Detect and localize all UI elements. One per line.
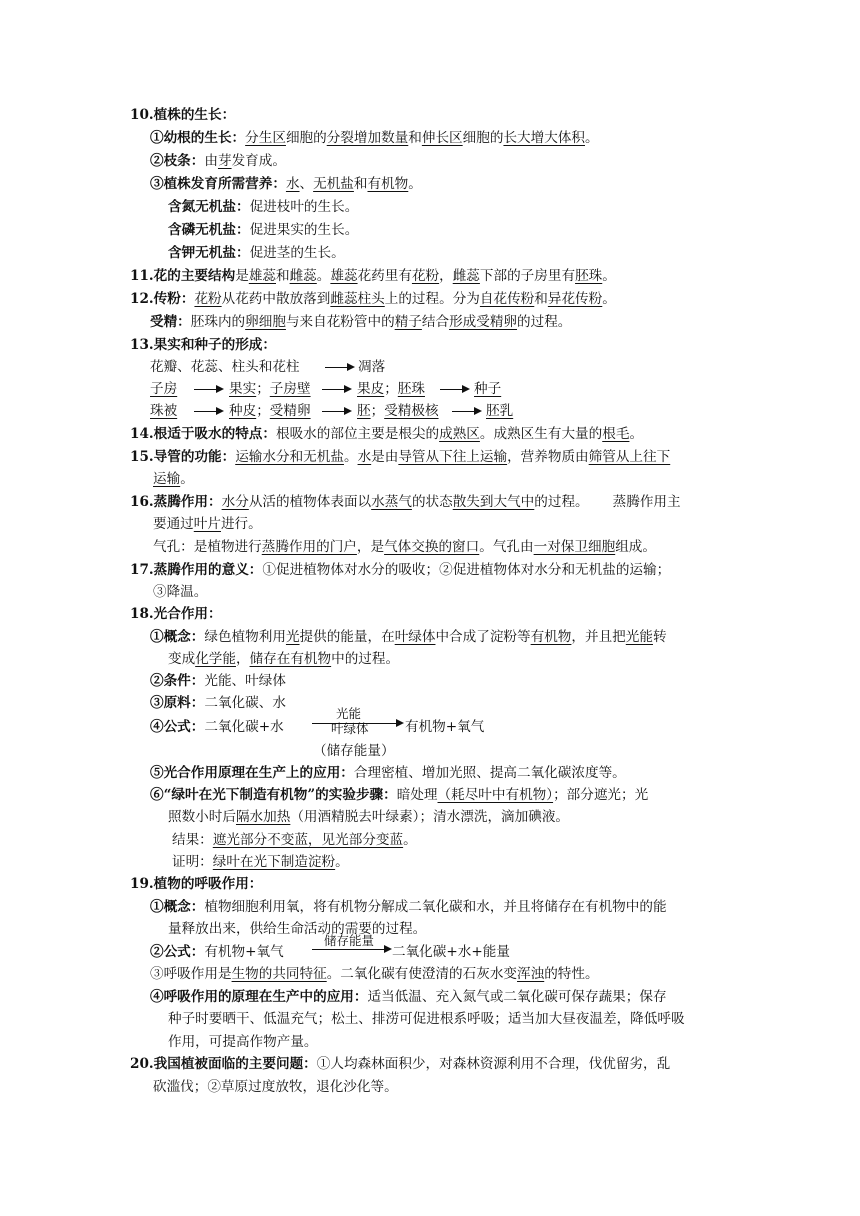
section-10-nitrogen: 含氮无机盐：促进枝叶的生长。 xyxy=(168,199,359,215)
section-13-integument: 珠被 xyxy=(150,403,178,419)
section-13-embryo: 胚；受精极核 xyxy=(357,403,439,419)
section-13-row-petals-result: 凋落 xyxy=(358,359,386,375)
section-18-result: 结果：遮光部分不变蓝，见光部分变蓝。 xyxy=(172,832,417,848)
section-19-concept-continued: 量释放出来，供给生命活动的需要的过程。 xyxy=(168,921,427,937)
section-18-experiment-continued: 照数小时后隔水加热（用酒精脱去叶绿素）；清水漂洗，滴加碘液。 xyxy=(168,809,570,825)
section-19-application: ④呼吸作用的原理在生产中的应用：适当低温、充入氮气或二氧化碳可保存蔬果；保存 xyxy=(150,989,667,1005)
section-13-seed: 种子 xyxy=(474,381,502,397)
section-18-concept-continued: 变成化学能，储存在有机物中的过程。 xyxy=(168,651,400,667)
section-20-problems: 20.我国植被面临的主要问题：①人均森林面积少，对森林资源利用不合理，伐优留劣，乱 xyxy=(130,1056,671,1072)
section-18-application: ⑤光合作用原理在生产上的应用：合理密植、增加光照、提高二氧化碳浓度等。 xyxy=(150,765,626,781)
reaction-arrow-icon xyxy=(312,938,392,960)
formula-below-label: 叶绿体 xyxy=(331,721,369,736)
section-13-fruit: 果实；子房壁 xyxy=(229,381,311,397)
formula-note: （储存能量） xyxy=(313,743,395,759)
arrow-icon xyxy=(194,378,224,400)
section-20-continued: 砍滥伐；②草原过度放牧，退化沙化等。 xyxy=(153,1079,398,1095)
section-15-vessel-function: 15.导管的功能：运输水分和无机盐。水是由导管从下往上运输，营养物质由筛管从上往下 xyxy=(130,449,671,465)
section-19-concept: ①概念：植物细胞利用氧，将有机物分解成二氧化碳和水，并且将储存在有机物中的能 xyxy=(150,899,667,915)
section-13-endosperm: 胚乳 xyxy=(486,403,514,419)
arrow-icon xyxy=(194,400,224,422)
section-13-pericarp: 果皮；胚珠 xyxy=(357,381,425,397)
section-18-proof: 证明：绿叶在光下制造淀粉。 xyxy=(172,854,349,870)
formula-products: 有机物+氧气 xyxy=(405,719,485,735)
section-17-continued: ③降温。 xyxy=(153,584,208,600)
section-10-potassium: 含钾无机盐：促进茎的生长。 xyxy=(168,245,345,261)
section-18-raw-materials: ③原料：二氧化碳、水 xyxy=(150,695,286,711)
section-16-transpiration: 16.蒸腾作用：水分从活的植物体表面以水蒸气的状态散失到大气中的过程。 蒸腾作用主 xyxy=(130,494,681,510)
formula-products: 二氧化碳+水+能量 xyxy=(392,944,510,960)
section-16-stomata: 气孔：是植物进行蒸腾作用的门户，是气体交换的窗口。气孔由一对保卫细胞组成。 xyxy=(153,539,656,555)
section-18-conditions: ②条件：光能、叶绿体 xyxy=(150,673,286,689)
section-18-heading: 18.光合作用： xyxy=(130,606,222,622)
arrow-icon xyxy=(452,400,482,422)
section-10-branch: ②枝条：由芽发育成。 xyxy=(150,153,286,169)
section-18-experiment: ⑥“绿叶在光下制造有机物”的实验步骤：暗处理（耗尽叶中有机物）；部分遮光；光 xyxy=(150,787,649,803)
section-19-heading: 19.植物的呼吸作用： xyxy=(130,876,263,892)
arrow-icon xyxy=(440,378,470,400)
section-10-nutrients: ③植株发育所需营养：水、无机盐和有机物。 xyxy=(150,176,422,192)
section-14-root-absorption: 14.根适于吸水的特点：根吸水的部位主要是根尖的成熟区。成熟区生有大量的根毛。 xyxy=(130,426,644,442)
arrow-icon xyxy=(322,400,352,422)
section-19-application-line2: 种子时要晒干、低温充气；松土、排涝可促进根系呼吸；适当加大昼夜温差，降低呼吸 xyxy=(168,1011,685,1027)
section-10-phosphorus: 含磷无机盐：促进果实的生长。 xyxy=(168,222,359,238)
section-19-application-line3: 作用，可提高作物产量。 xyxy=(168,1034,318,1050)
section-15-continued: 运输。 xyxy=(153,471,194,487)
section-18-concept: ①概念：绿色植物利用光提供的能量，在叶绿体中合成了淀粉等有机物，并且把光能转 xyxy=(150,629,667,645)
section-13-seed-coat: 种皮；受精卵 xyxy=(229,403,311,419)
arrow-icon xyxy=(322,378,352,400)
section-16-continued: 要通过叶片进行。 xyxy=(153,516,262,532)
section-17-significance: 17.蒸腾作用的意义：①促进植物体对水分的吸收；②促进植物体对水分和无机盐的运输； xyxy=(130,562,671,578)
section-10-root-growth: ①幼根的生长：分生区细胞的分裂增加数量和伸长区细胞的长大增大体积。 xyxy=(150,130,599,146)
section-13-heading: 13.果实和种子的形成： xyxy=(130,337,276,353)
section-10-heading: 10.植株的生长： xyxy=(130,107,236,123)
arrow-icon xyxy=(325,356,355,378)
section-18-formula: ④公式：二氧化碳+水 xyxy=(150,719,284,735)
section-12-pollination: 12.传粉：花粉从花药中散放落到雌蕊柱头上的过程。分为自花传粉和异花传粉。 xyxy=(130,291,616,307)
section-13-ovary: 子房 xyxy=(150,381,178,397)
formula-above-label: 储存能量 xyxy=(324,933,375,948)
section-11-flower-structure: 11.花的主要结构是雄蕊和雌蕊。雄蕊花药里有花粉，雌蕊下部的子房里有胚珠。 xyxy=(130,268,616,284)
section-12-fertilization: 受精：胚珠内的卵细胞与来自花粉管中的精子结合形成受精卵的过程。 xyxy=(150,314,572,330)
section-13-row-petals: 花瓣、花蕊、柱头和花柱 xyxy=(150,359,300,375)
section-19-formula: ②公式：有机物+氧气 xyxy=(150,944,284,960)
section-19-common-feature: ③呼吸作用是生物的共同特征。二氧化碳有使澄清的石灰水变浑浊的特性。 xyxy=(150,966,599,982)
formula-above-label: 光能 xyxy=(336,706,362,721)
